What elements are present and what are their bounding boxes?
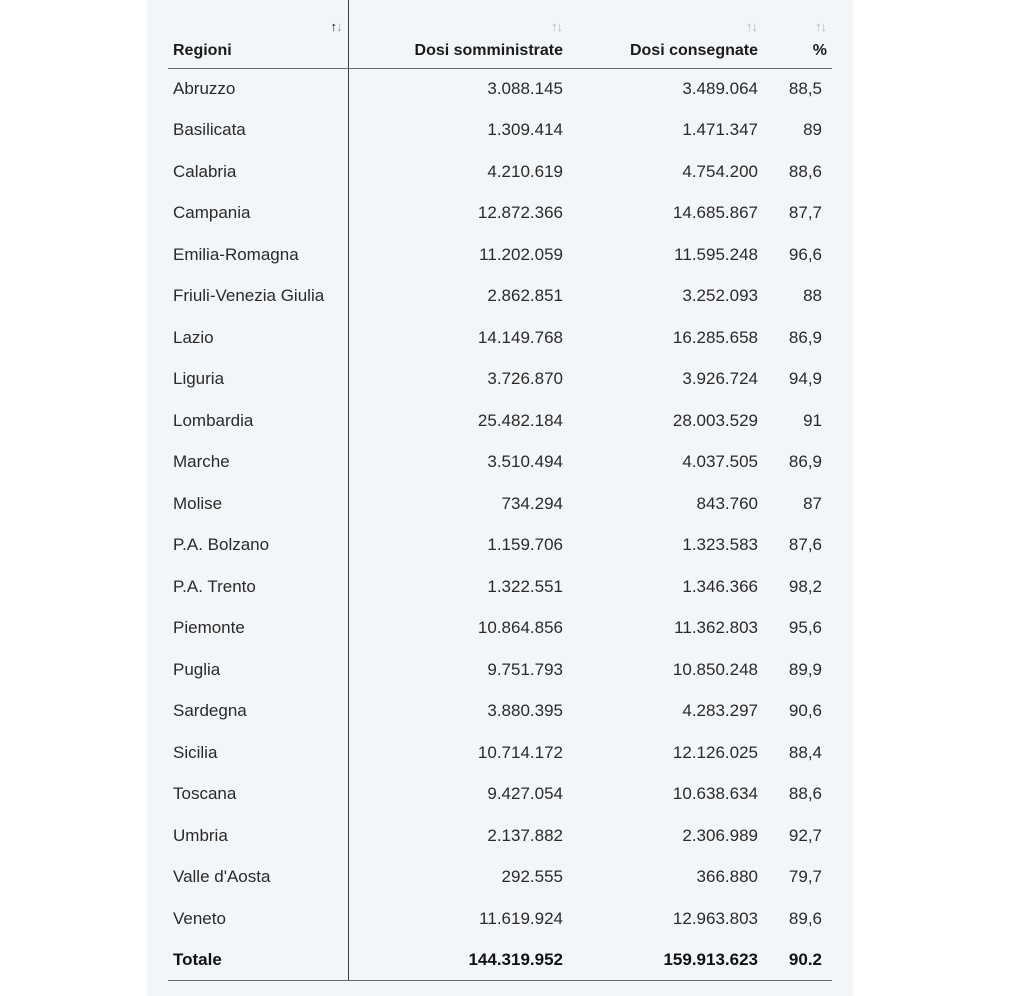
- cell-dosi-consegnate: 12.963.803: [672, 908, 758, 928]
- cell-dosi-somministrate: 10.864.856: [477, 618, 563, 638]
- total-percent: 90.2: [763, 940, 832, 981]
- cell-dosi-somministrate: 1.159.706: [487, 535, 563, 555]
- sort-icon[interactable]: ↑↓: [330, 19, 342, 34]
- cell-percent: 79,7: [788, 867, 822, 887]
- cell-dosi-consegnate: 843.760: [696, 493, 758, 513]
- cell-percent: 87: [803, 493, 822, 513]
- table-row: [168, 483, 832, 525]
- cell-dosi-consegnate: 16.285.658: [672, 327, 758, 347]
- column-header-label: Dosi consegnate: [629, 41, 758, 59]
- cell-region: Veneto: [168, 898, 348, 940]
- table-row: [168, 691, 832, 733]
- cell-region: Lombardia: [168, 400, 348, 442]
- cell-region: Basilicata: [168, 110, 348, 152]
- column-header-percent[interactable]: [763, 0, 832, 68]
- cell-dosi-consegnate: 10.850.248: [672, 659, 758, 679]
- cell-percent: 86,9: [788, 452, 822, 472]
- cell-percent: 89,9: [788, 659, 822, 679]
- cell-percent: 90,6: [788, 701, 822, 721]
- cell-dosi-consegnate: 14.685.867: [672, 203, 758, 223]
- cell-dosi-somministrate: 25.482.184: [477, 410, 563, 430]
- column-header-label: %: [812, 41, 827, 59]
- cell-percent: 86,9: [788, 327, 822, 347]
- table-header: [168, 0, 832, 68]
- cell-dosi-consegnate: 1.346.366: [682, 576, 758, 596]
- total-row: [168, 940, 832, 981]
- cell-region: Sardegna: [168, 691, 348, 733]
- cell-dosi-consegnate: 28.003.529: [672, 410, 758, 430]
- sort-icon[interactable]: ↑↓: [551, 19, 562, 34]
- table-row: [168, 151, 832, 193]
- cell-percent: 95,6: [788, 618, 822, 638]
- column-header-label: Dosi somministrate: [414, 41, 563, 59]
- cell-dosi-somministrate: 14.149.768: [477, 327, 563, 347]
- vaccine-doses-table-container: [168, 0, 832, 981]
- cell-dosi-somministrate: 1.309.414: [487, 120, 563, 140]
- cell-percent: 87,6: [788, 535, 822, 555]
- cell-dosi-somministrate: 12.872.366: [477, 203, 563, 223]
- table-row: [168, 276, 832, 318]
- column-header-dosi-consegnate[interactable]: [568, 0, 763, 68]
- cell-dosi-somministrate: 9.427.054: [487, 784, 563, 804]
- table-row: [168, 359, 832, 401]
- cell-percent: 94,9: [788, 369, 822, 389]
- cell-percent: 91: [803, 410, 822, 430]
- cell-dosi-consegnate: 3.252.093: [682, 286, 758, 306]
- cell-dosi-consegnate: 10.638.634: [672, 784, 758, 804]
- table-row: [168, 774, 832, 816]
- column-header-label: Regioni: [173, 41, 232, 59]
- table-row: [168, 566, 832, 608]
- table-row: [168, 525, 832, 567]
- cell-dosi-somministrate: 2.137.882: [487, 825, 563, 845]
- cell-region: Umbria: [168, 815, 348, 857]
- cell-dosi-consegnate: 4.037.505: [682, 452, 758, 472]
- table-row: [168, 193, 832, 235]
- cell-dosi-somministrate: 292.555: [501, 867, 563, 887]
- cell-dosi-somministrate: 10.714.172: [477, 742, 563, 762]
- total-label: Totale: [168, 940, 348, 981]
- cell-dosi-somministrate: 2.862.851: [487, 286, 563, 306]
- table-row: [168, 898, 832, 940]
- cell-dosi-somministrate: 3.088.145: [487, 79, 563, 98]
- table-row: [168, 68, 832, 110]
- cell-dosi-consegnate: 11.595.248: [674, 244, 758, 264]
- sort-icon[interactable]: ↑↓: [815, 19, 826, 34]
- cell-region: Puglia: [168, 649, 348, 691]
- table-row: [168, 400, 832, 442]
- cell-percent: 96,6: [788, 244, 822, 264]
- cell-percent: 87,7: [788, 203, 822, 223]
- cell-region: Toscana: [168, 774, 348, 816]
- cell-percent: 92,7: [788, 825, 822, 845]
- cell-dosi-consegnate: 1.323.583: [682, 535, 758, 555]
- vaccine-doses-table: [168, 0, 832, 981]
- table-body: [168, 68, 832, 940]
- cell-dosi-somministrate: 3.880.395: [487, 701, 563, 721]
- cell-dosi-somministrate: 1.322.551: [487, 576, 563, 596]
- cell-region: P.A. Trento: [168, 566, 348, 608]
- cell-dosi-consegnate: 11.362.803: [674, 618, 758, 638]
- cell-dosi-somministrate: 3.726.870: [487, 369, 563, 389]
- table-row: [168, 317, 832, 359]
- cell-region: Emilia-Romagna: [168, 234, 348, 276]
- column-header-dosi-somministrate[interactable]: [348, 0, 568, 68]
- cell-dosi-consegnate: 3.489.064: [682, 79, 758, 98]
- cell-region: Abruzzo: [168, 68, 348, 110]
- cell-dosi-somministrate: 9.751.793: [487, 659, 563, 679]
- table-row: [168, 608, 832, 650]
- cell-dosi-consegnate: 12.126.025: [672, 742, 758, 762]
- cell-region: Piemonte: [168, 608, 348, 650]
- cell-region: Sicilia: [168, 732, 348, 774]
- table-footer: [168, 940, 832, 981]
- cell-dosi-consegnate: 2.306.989: [682, 825, 758, 845]
- cell-percent: 88,6: [788, 161, 822, 181]
- cell-percent: 88: [803, 286, 822, 306]
- cell-dosi-consegnate: 3.926.724: [682, 369, 758, 389]
- table-row: [168, 442, 832, 484]
- cell-dosi-consegnate: 1.471.347: [682, 120, 758, 140]
- cell-dosi-somministrate: 11.619.924: [479, 908, 563, 928]
- cell-dosi-consegnate: 4.754.200: [682, 161, 758, 181]
- column-header-regioni[interactable]: [168, 0, 348, 68]
- cell-region: Friuli-Venezia Giulia: [168, 276, 348, 318]
- header-row: [168, 0, 832, 68]
- table-row: [168, 234, 832, 276]
- cell-region: Valle d'Aosta: [168, 857, 348, 899]
- total-administered: 144.319.952: [348, 940, 568, 981]
- sort-icon[interactable]: ↑↓: [746, 19, 757, 34]
- table-row: [168, 857, 832, 899]
- cell-percent: 88,6: [788, 784, 822, 804]
- cell-region: Lazio: [168, 317, 348, 359]
- cell-dosi-consegnate: 366.880: [696, 867, 758, 887]
- cell-region: Calabria: [168, 151, 348, 193]
- cell-percent: 88,4: [788, 742, 822, 762]
- table-row: [168, 110, 832, 152]
- cell-percent: 89: [803, 120, 822, 140]
- cell-percent: 89,6: [788, 908, 822, 928]
- cell-dosi-somministrate: 11.202.059: [479, 244, 563, 264]
- cell-percent: 88,5: [788, 79, 822, 98]
- cell-region: Campania: [168, 193, 348, 235]
- cell-dosi-somministrate: 734.294: [501, 493, 563, 513]
- cell-region: P.A. Bolzano: [168, 525, 348, 567]
- table-row: [168, 815, 832, 857]
- total-delivered: 159.913.623: [568, 940, 763, 981]
- cell-region: Molise: [168, 483, 348, 525]
- cell-dosi-consegnate: 4.283.297: [682, 701, 758, 721]
- table-row: [168, 649, 832, 691]
- cell-dosi-somministrate: 3.510.494: [487, 452, 563, 472]
- cell-percent: 98,2: [788, 576, 822, 596]
- cell-dosi-somministrate: 4.210.619: [487, 161, 563, 181]
- table-row: [168, 732, 832, 774]
- cell-region: Marche: [168, 442, 348, 484]
- cell-region: Liguria: [168, 359, 348, 401]
